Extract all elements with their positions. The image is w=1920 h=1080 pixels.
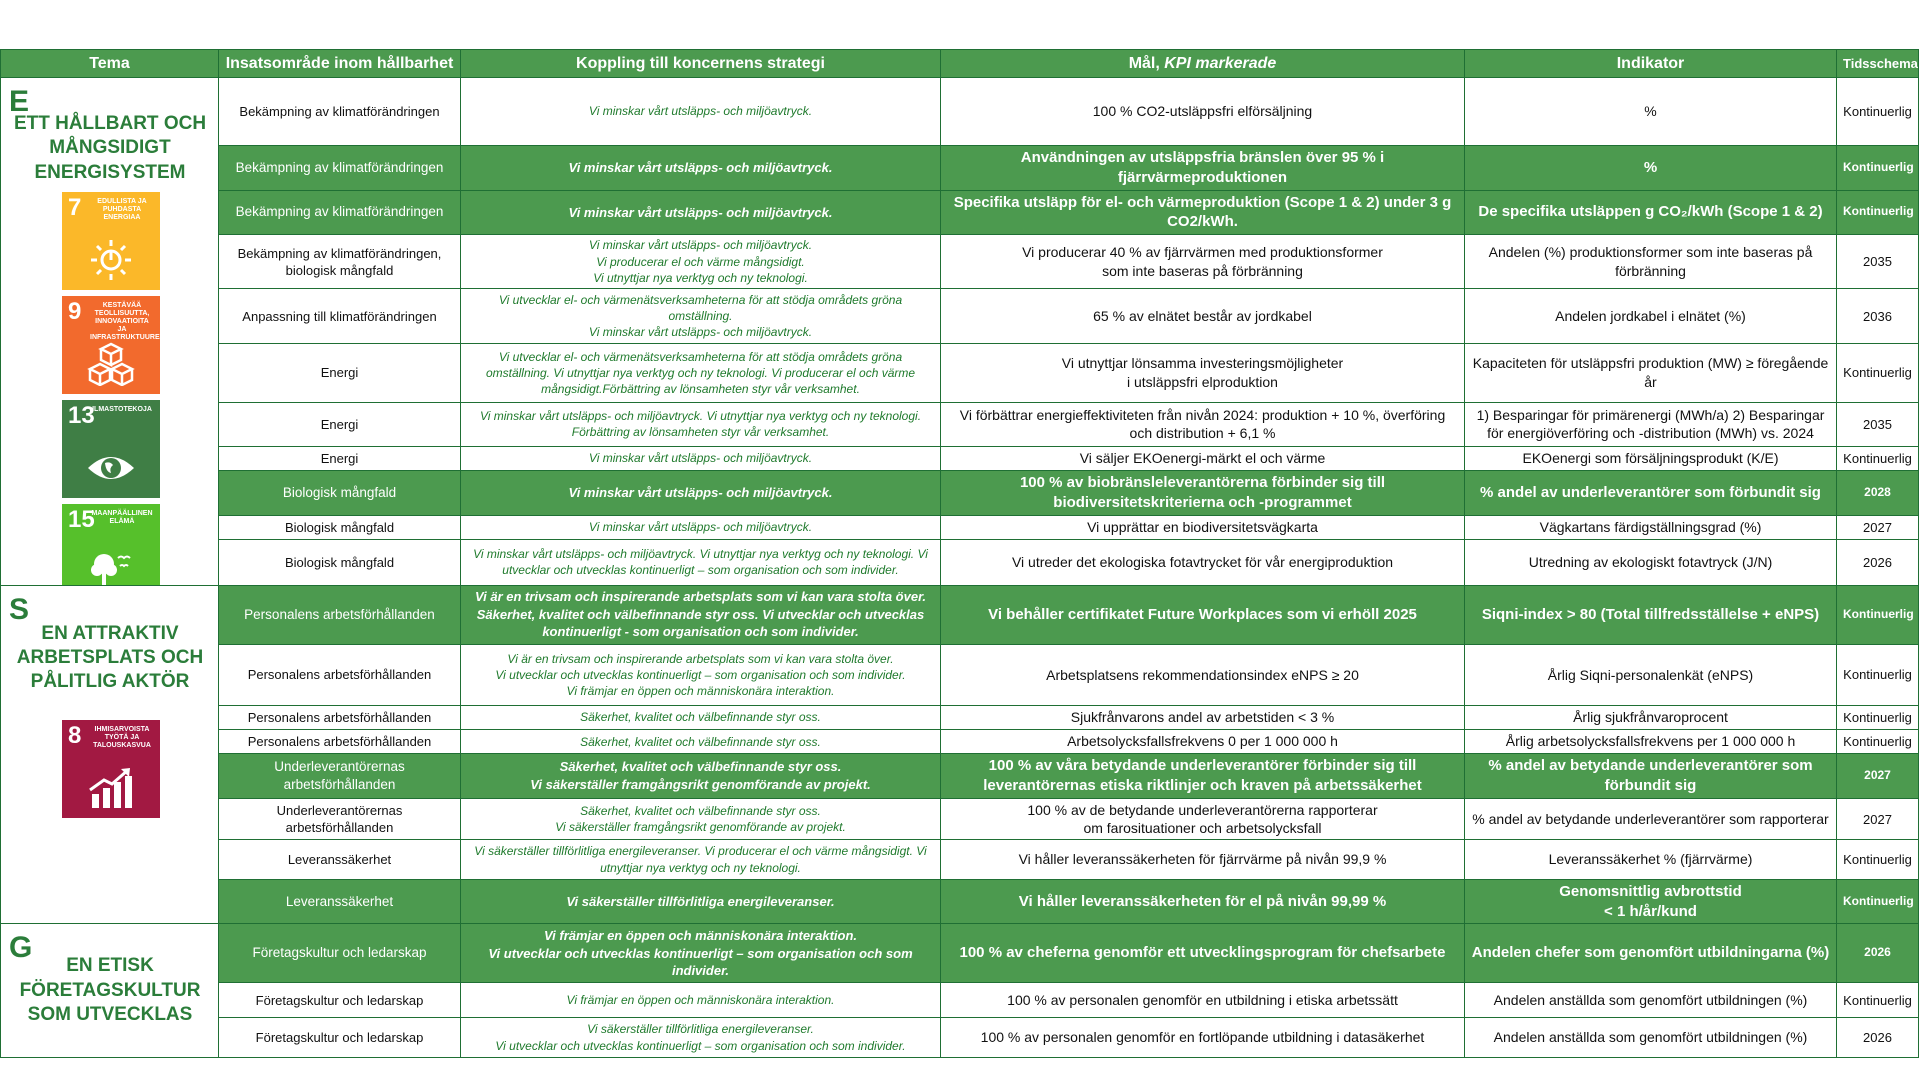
goal-cell: Sjukfrånvarons andel av arbetstiden < 3 % xyxy=(941,706,1465,730)
timeline-cell: 2028 xyxy=(1837,471,1919,516)
area-cell: Företagskultur och ledarskap xyxy=(219,983,461,1018)
header-mal-prefix: Mål, xyxy=(1128,54,1165,72)
header-tidsschema: Tidsschema xyxy=(1837,50,1919,78)
area-cell: Bekämpning av klimatförändringen xyxy=(219,190,461,235)
timeline-cell: Kontinuerlig xyxy=(1837,840,1919,879)
goal-cell: 100 % av biobränsleleverantörerna förbinder sig till biodiversitetskriterierna och -programmet xyxy=(941,471,1465,516)
theme-title: EN ATTRAKTIV ARBETSPLATS OCH PÅLITLIG AKTÖR xyxy=(16,622,204,693)
timeline-cell: 2027 xyxy=(1837,798,1919,840)
table-row xyxy=(1,471,1919,516)
timeline-cell: 2026 xyxy=(1837,1018,1919,1058)
sdg-badge-7 xyxy=(62,192,160,290)
sustainability-table xyxy=(0,49,1919,1058)
header-insats: Insatsområde inom hållbarhet xyxy=(219,50,461,78)
timeline-cell: 2027 xyxy=(1837,754,1919,799)
timeline-cell: 2027 xyxy=(1837,515,1919,539)
strategy-cell: Vi säkerställer tillförlitliga energileveranser. Vi utvecklar och utvecklas kontinuerligt – som organisation och som individer. xyxy=(461,1018,941,1058)
timeline-cell: 2035 xyxy=(1837,235,1919,289)
goal-cell: Specifika utsläpp för el- och värmeproduktion (Scope 1 & 2) under 3 g CO2/kWh. xyxy=(941,190,1465,235)
header-tema: Tema xyxy=(1,50,219,78)
area-cell: Personalens arbetsförhållanden xyxy=(219,585,461,644)
strategy-cell: Vi minskar vårt utsläpps- och miljöavtryck. xyxy=(461,190,941,235)
goal-cell: Vi säljer EKOenergi-märkt el och värme xyxy=(941,446,1465,470)
sdg-number: 9 xyxy=(68,298,82,325)
timeline-cell: 2036 xyxy=(1837,289,1919,343)
indicator-cell: Vägkartans färdigställningsgrad (%) xyxy=(1465,515,1837,539)
indicator-cell: Kapaciteten för utsläppsfri produktion (MW) ≥ föregående år xyxy=(1465,343,1837,402)
table-row xyxy=(1,515,1919,539)
indicator-cell: Andelen (%) produktionsformer som inte baseras på förbränning xyxy=(1465,235,1837,289)
strategy-cell: Vi minskar vårt utsläpps- och miljöavtryck. Vi utnyttjar nya verktyg och ny teknologi. Vi utvecklar och utvecklas kontinuerligt – som organisation och som individer. xyxy=(461,539,941,585)
sdg-label: KESTÄVÄÄ TEOLLISUUTTA, INNOVAATIOITA JA INFRASTRUKTUUREJA xyxy=(90,302,169,342)
indicator-cell: Utredning av ekologiskt fotavtryck (J/N) xyxy=(1465,539,1837,585)
goal-cell: Vi producerar 40 % av fjärrvärmen med produktionsformer som inte baseras på förbränning xyxy=(941,235,1465,289)
timeline-cell: Kontinuerlig xyxy=(1837,585,1919,644)
timeline-cell: Kontinuerlig xyxy=(1837,983,1919,1018)
header-row xyxy=(1,50,1919,78)
strategy-cell: Vi säkerställer tillförlitliga energileveranser. Vi producerar el och värme mångsidigt. Vi utnyttjar nya verktyg och ny teknologi. xyxy=(461,840,941,879)
goal-cell: 100 % av personalen genomför en utbildning i etiska arbetssätt xyxy=(941,983,1465,1018)
table-row xyxy=(1,289,1919,343)
table-row xyxy=(1,78,1919,146)
sdg-number: 7 xyxy=(68,194,82,221)
timeline-cell: 2035 xyxy=(1837,403,1919,447)
goal-cell: 100 % CO2-utsläppsfri elförsäljning xyxy=(941,78,1465,146)
strategy-cell: Vi minskar vårt utsläpps- och miljöavtryck. Vi producerar el och värme mångsidigt. Vi utnyttjar nya verktyg och ny teknologi. xyxy=(461,235,941,289)
table-row xyxy=(1,235,1919,289)
strategy-cell: Vi är en trivsam och inspirerande arbetsplats som vi kan vara stolta över. Vi utvecklar och utvecklas kontinuerligt – som organisation och som individer. Vi främjar en öppen och människonära interaktion. xyxy=(461,644,941,705)
indicator-cell: Leveranssäkerhet % (fjärrvärme) xyxy=(1465,840,1837,879)
area-cell: Bekämpning av klimatförändringen xyxy=(219,146,461,191)
table-row xyxy=(1,879,1919,924)
sdg-badge-13 xyxy=(62,400,160,498)
sdg-badge-9 xyxy=(62,296,169,394)
timeline-cell: 2026 xyxy=(1837,924,1919,983)
goal-cell: Vi förbättrar energieffektiviteten från nivån 2024: produktion + 10 %, överföring och distribution + 6,1 % xyxy=(941,403,1465,447)
theme-title: EN ETISK FÖRETAGSKULTUR SOM UTVECKLAS xyxy=(19,955,201,1026)
table-row xyxy=(1,754,1919,799)
strategy-cell: Vi minskar vårt utsläpps- och miljöavtryck. xyxy=(461,146,941,191)
table-row xyxy=(1,706,1919,730)
area-cell: Anpassning till klimatförändringen xyxy=(219,289,461,343)
goal-cell: Vi behåller certifikatet Future Workplaces som vi erhöll 2025 xyxy=(941,585,1465,644)
area-cell: Biologisk mångfald xyxy=(219,515,461,539)
theme-letter: S xyxy=(9,592,30,626)
strategy-cell: Säkerhet, kvalitet och välbefinnande styr oss. Vi säkerställer framgångsrikt genomförande av projekt. xyxy=(461,798,941,840)
strategy-cell: Vi främjar en öppen och människonära interaktion. Vi utvecklar och utvecklas kontinuerligt – som organisation och som individer. xyxy=(461,924,941,983)
timeline-cell: Kontinuerlig xyxy=(1837,78,1919,146)
header-koppling: Koppling till koncernens strategi xyxy=(461,50,941,78)
strategy-cell: Vi minskar vårt utsläpps- och miljöavtryck. xyxy=(461,471,941,516)
area-cell: Personalens arbetsförhållanden xyxy=(219,730,461,754)
indicator-cell: Andelen anställda som genomfört utbildningen (%) xyxy=(1465,1018,1837,1058)
timeline-cell: Kontinuerlig xyxy=(1837,644,1919,705)
goal-cell: Användningen av utsläppsfria bränslen över 95 % i fjärrvärmeproduktionen xyxy=(941,146,1465,191)
indicator-cell: Siqni-index > 80 (Total tillfredsställelse + eNPS) xyxy=(1465,585,1837,644)
table-row xyxy=(1,840,1919,879)
indicator-cell: Andelen chefer som genomfört utbildningarna (%) xyxy=(1465,924,1837,983)
table-row xyxy=(1,539,1919,585)
strategy-cell: Vi säkerställer tillförlitliga energileveranser. xyxy=(461,879,941,924)
table-body xyxy=(1,78,1919,1058)
area-cell: Leveranssäkerhet xyxy=(219,840,461,879)
strategy-cell: Vi är en trivsam och inspirerande arbetsplats som vi kan vara stolta över. Säkerhet, kvalitet och välbefinnande styr oss. Vi utvecklar och utvecklas kontinuerligt - som organisation och som individer. xyxy=(461,585,941,644)
sdg-number: 15 xyxy=(68,506,95,533)
goal-cell: 65 % av elnätet består av jordkabel xyxy=(941,289,1465,343)
area-cell: Personalens arbetsförhållanden xyxy=(219,706,461,730)
goal-cell: Vi upprättar en biodiversitetsvägkarta xyxy=(941,515,1465,539)
theme-cell-g xyxy=(1,924,219,1058)
indicator-cell: % xyxy=(1465,146,1837,191)
indicator-cell: Andelen jordkabel i elnätet (%) xyxy=(1465,289,1837,343)
indicator-cell: % andel av betydande underleverantörer som förbundit sig xyxy=(1465,754,1837,799)
area-cell: Underleverantörernas arbetsförhållanden xyxy=(219,798,461,840)
area-cell: Företagskultur och ledarskap xyxy=(219,1018,461,1058)
goal-cell: Vi utnyttjar lönsamma investeringsmöjligheter i utsläppsfri elproduktion xyxy=(941,343,1465,402)
strategy-cell: Vi minskar vårt utsläpps- och miljöavtryck. xyxy=(461,446,941,470)
indicator-cell: 1) Besparingar för primärenergi (MWh/a) 2) Besparingar för energiöverföring och -distribution (MWh) vs. 2024 xyxy=(1465,403,1837,447)
sdg-label: IHMISARVOISTA TYÖTÄ JA TALOUSKASVUA xyxy=(93,725,151,749)
indicator-cell: EKOenergi som försäljningsprodukt (K/E) xyxy=(1465,446,1837,470)
goal-cell: Vi håller leveranssäkerheten för fjärrvärme på nivån 99,9 % xyxy=(941,840,1465,879)
indicator-cell: Andelen anställda som genomfört utbildningen (%) xyxy=(1465,983,1837,1018)
table-row xyxy=(1,644,1919,705)
sdg-badge-8 xyxy=(62,720,160,818)
sdg-number: 8 xyxy=(68,721,82,749)
area-cell: Bekämpning av klimatförändringen, biologisk mångfald xyxy=(219,235,461,289)
header-indikator: Indikator xyxy=(1465,50,1837,78)
indicator-cell: % xyxy=(1465,78,1837,146)
strategy-cell: Vi utvecklar el- och värmenätsverksamheterna för att stödja områdets gröna omställning. Vi utnyttjar nya verktyg och ny teknologi. Vi producerar el och värme mångsidigt.Förbättring av lönsamheten styr vår verksamhet. xyxy=(461,343,941,402)
strategy-cell: Vi utvecklar el- och värmenätsverksamheterna för att stödja områdets gröna omställning. Vi minskar vårt utsläpps- och miljöavtryck. xyxy=(461,289,941,343)
indicator-cell: Genomsnittlig avbrottstid < 1 h/år/kund xyxy=(1465,879,1837,924)
timeline-cell: Kontinuerlig xyxy=(1837,730,1919,754)
table-row xyxy=(1,446,1919,470)
table-row xyxy=(1,403,1919,447)
header-mal xyxy=(941,50,1465,78)
area-cell: Företagskultur och ledarskap xyxy=(219,924,461,983)
indicator-cell: Årlig Siqni-personalenkät (eNPS) xyxy=(1465,644,1837,705)
table-row xyxy=(1,730,1919,754)
sdg-label: ILMASTOTEKOJA xyxy=(92,406,152,413)
theme-cell-s xyxy=(1,585,219,924)
goal-cell: 100 % av de betydande underleverantörerna rapporterar om farosituationer och arbetsolycksfall xyxy=(941,798,1465,840)
area-cell: Biologisk mångfald xyxy=(219,471,461,516)
timeline-cell: Kontinuerlig xyxy=(1837,190,1919,235)
goal-cell: 100 % av våra betydande underleverantörer förbinder sig till leverantörernas etiska riktlinjer och kraven på arbetssäkerhet xyxy=(941,754,1465,799)
goal-cell: 100 % av cheferna genomför ett utvecklingsprogram för chefsarbete xyxy=(941,924,1465,983)
table-row xyxy=(1,146,1919,191)
indicator-cell: % andel av underleverantörer som förbundit sig xyxy=(1465,471,1837,516)
sustainability-table-container xyxy=(0,49,1918,1058)
strategy-cell: Vi minskar vårt utsläpps- och miljöavtryck. Vi utnyttjar nya verktyg och ny teknologi. Förbättring av lönsamheten styr vår verksamhet. xyxy=(461,403,941,447)
timeline-cell: Kontinuerlig xyxy=(1837,146,1919,191)
strategy-cell: Säkerhet, kvalitet och välbefinnande styr oss. xyxy=(461,730,941,754)
theme-block-e xyxy=(1,78,219,585)
goal-cell: 100 % av personalen genomför en fortlöpande utbildning i datasäkerhet xyxy=(941,1018,1465,1058)
table-row xyxy=(1,343,1919,402)
area-cell: Underleverantörernas arbetsförhållanden xyxy=(219,754,461,799)
theme-block-g xyxy=(1,924,219,1057)
theme-letter: E xyxy=(9,85,30,118)
strategy-cell: Vi minskar vårt utsläpps- och miljöavtryck. xyxy=(461,515,941,539)
area-cell: Leveranssäkerhet xyxy=(219,879,461,924)
timeline-cell: Kontinuerlig xyxy=(1837,706,1919,730)
strategy-cell: Säkerhet, kvalitet och välbefinnande styr oss. Vi säkerställer framgångsrikt genomförande av projekt. xyxy=(461,754,941,799)
table-row xyxy=(1,190,1919,235)
sdg-label: EDULLISTA JA PUHDASTA ENERGIAA xyxy=(97,198,147,222)
table-row xyxy=(1,1018,1919,1058)
area-cell: Bekämpning av klimatförändringen xyxy=(219,78,461,146)
timeline-cell: Kontinuerlig xyxy=(1837,446,1919,470)
sdg-number: 13 xyxy=(68,402,95,429)
area-cell: Energi xyxy=(219,403,461,447)
indicator-cell: Årlig sjukfrånvaroprocent xyxy=(1465,706,1837,730)
indicator-cell: De specifika utsläppen g CO₂/kWh (Scope 1 & 2) xyxy=(1465,190,1837,235)
strategy-cell: Säkerhet, kvalitet och välbefinnande styr oss. xyxy=(461,706,941,730)
goal-cell: Arbetsplatsens rekommendationsindex eNPS ≥ 20 xyxy=(941,644,1465,705)
area-cell: Energi xyxy=(219,446,461,470)
goal-cell: Vi utreder det ekologiska fotavtrycket för vår energiproduktion xyxy=(941,539,1465,585)
sdg-badge-15 xyxy=(62,504,160,585)
table-row xyxy=(1,585,1919,644)
goal-cell: Arbetsolycksfallsfrekvens 0 per 1 000 000 h xyxy=(941,730,1465,754)
timeline-cell: Kontinuerlig xyxy=(1837,879,1919,924)
table-row xyxy=(1,798,1919,840)
table-row xyxy=(1,924,1919,983)
goal-cell: Vi håller leveranssäkerheten för el på nivån 99,99 % xyxy=(941,879,1465,924)
theme-letter: G xyxy=(9,931,33,965)
header-mal-italic: KPI markerade xyxy=(1164,54,1277,72)
timeline-cell: Kontinuerlig xyxy=(1837,343,1919,402)
theme-block-s xyxy=(1,586,219,924)
strategy-cell: Vi främjar en öppen och människonära interaktion. xyxy=(461,983,941,1018)
theme-cell-e xyxy=(1,78,219,586)
theme-title: ETT HÅLLBART OCH MÅNGSIDIGT ENERGISYSTEM xyxy=(13,113,207,183)
area-cell: Personalens arbetsförhållanden xyxy=(219,644,461,705)
strategy-cell: Vi minskar vårt utsläpps- och miljöavtryck. xyxy=(461,78,941,146)
area-cell: Energi xyxy=(219,343,461,402)
indicator-cell: Årlig arbetsolycksfallsfrekvens per 1 000 000 h xyxy=(1465,730,1837,754)
indicator-cell: % andel av betydande underleverantörer som rapporterar xyxy=(1465,798,1837,840)
table-row xyxy=(1,983,1919,1018)
timeline-cell: 2026 xyxy=(1837,539,1919,585)
area-cell: Biologisk mångfald xyxy=(219,539,461,585)
sdg-label: MAANPÄÄLLINEN ELÄMÄ xyxy=(91,510,153,526)
